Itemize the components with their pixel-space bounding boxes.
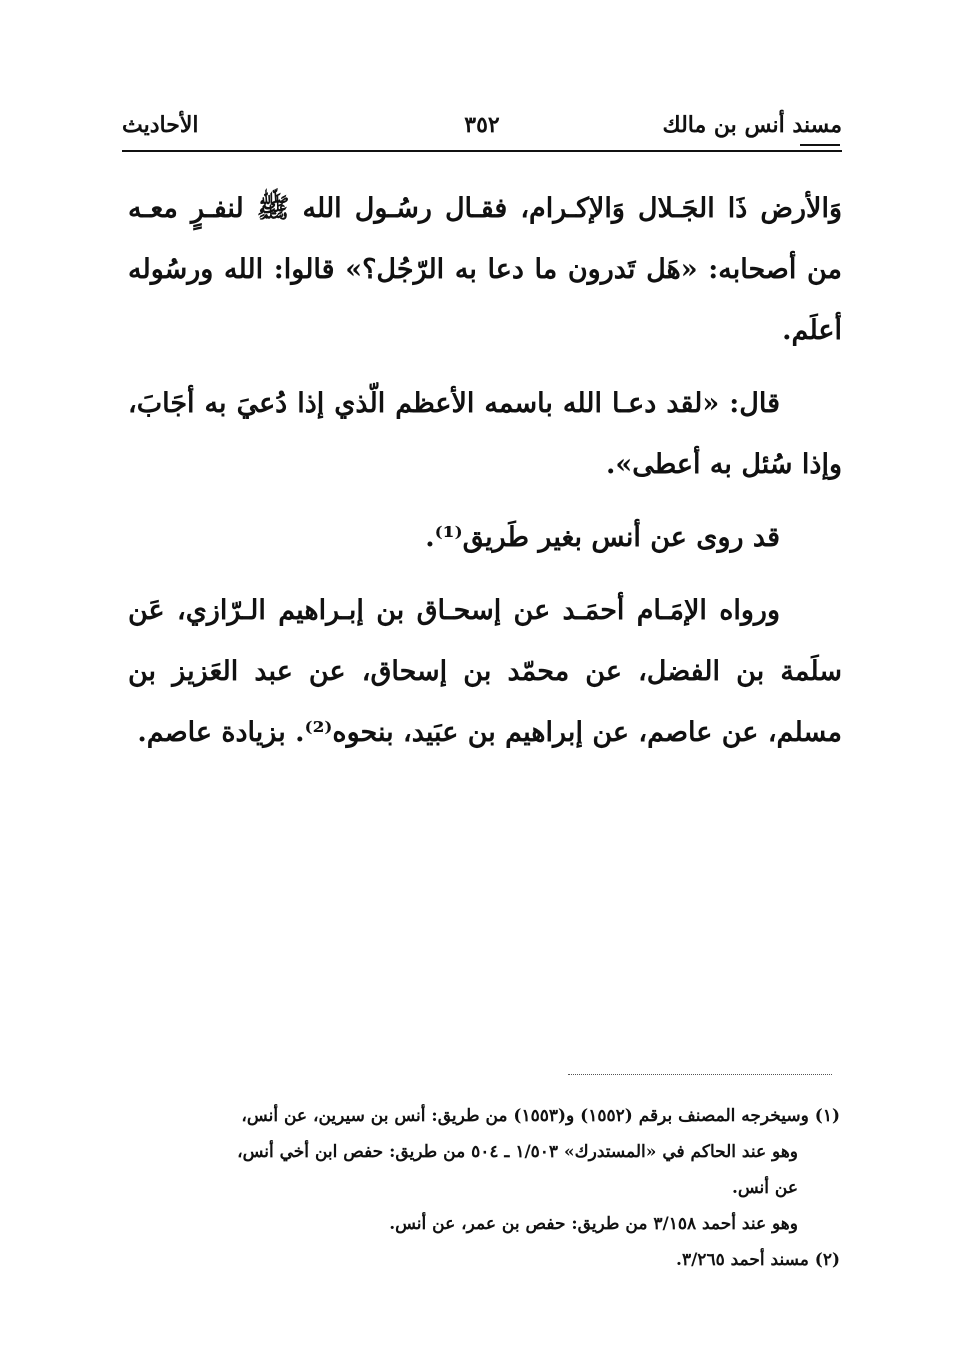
- footnote-1-line-2: وهو عند الحاكم في «المستدرك» ١/٥٠٣ ـ ٥٠٤ من طريق: حفص ابن أخي أنس،: [237, 1142, 798, 1162]
- header-rule: [122, 150, 842, 152]
- header-rule-accent: [800, 144, 840, 146]
- footnote-1-line-3: عن أنس.: [731, 1178, 798, 1198]
- paragraph-4: ورواه الإمَـام أحمَـد عن إسحـاق بن إبـراهيم الـرّازي، عَن سلَمة بن الفضل، عن محمّد بن إسحاق، عن عبد العَزيز بن مسلم، عن عاصم، عن إبراهيم بن عبَيد، بنحوه⁽²⁾. بزيادة عاصم.: [128, 595, 842, 748]
- footnotes: [128, 1098, 840, 1278]
- book-title: مسند أنس بن مالك: [662, 112, 842, 138]
- paragraph-1: وَالأرض ذَا الجَـلال وَالإكـرام، فقـال رسُـول الله ﷺ لنفـرٍ معـه من أصحابه: «هَل تَدرون ما دعا به الرّجُل؟» قالوا: الله ورسُوله أعلَم.: [128, 193, 842, 346]
- footnote-separator: [568, 1074, 832, 1075]
- running-header: [122, 112, 842, 148]
- paragraph-2: قال: «لقد دعـا الله باسمه الأعظم الّذي إذا دُعيَ به أجَابَ، وإذا سُئل به أعطى».: [128, 388, 842, 480]
- section-title: الأحاديث: [122, 112, 199, 138]
- main-text: [128, 178, 842, 775]
- footnote-1-line-4: وهو عند أحمد ٣/١٥٨ من طريق: حفص بن عمر، عن أنس.: [389, 1214, 798, 1234]
- footnote-2: (٢) مسند أحمد ٣/٢٦٥.: [676, 1250, 840, 1270]
- footnote-1-line-1: (١) وسيخرجه المصنف برقم (١٥٥٢) و(١٥٥٣) من طريق: أنس بن سيرين، عن أنس،: [241, 1106, 840, 1126]
- paragraph-3: قد روى عن أنس بغير طَريق⁽¹⁾.: [425, 522, 780, 553]
- page-number: ٣٥٢: [464, 112, 500, 138]
